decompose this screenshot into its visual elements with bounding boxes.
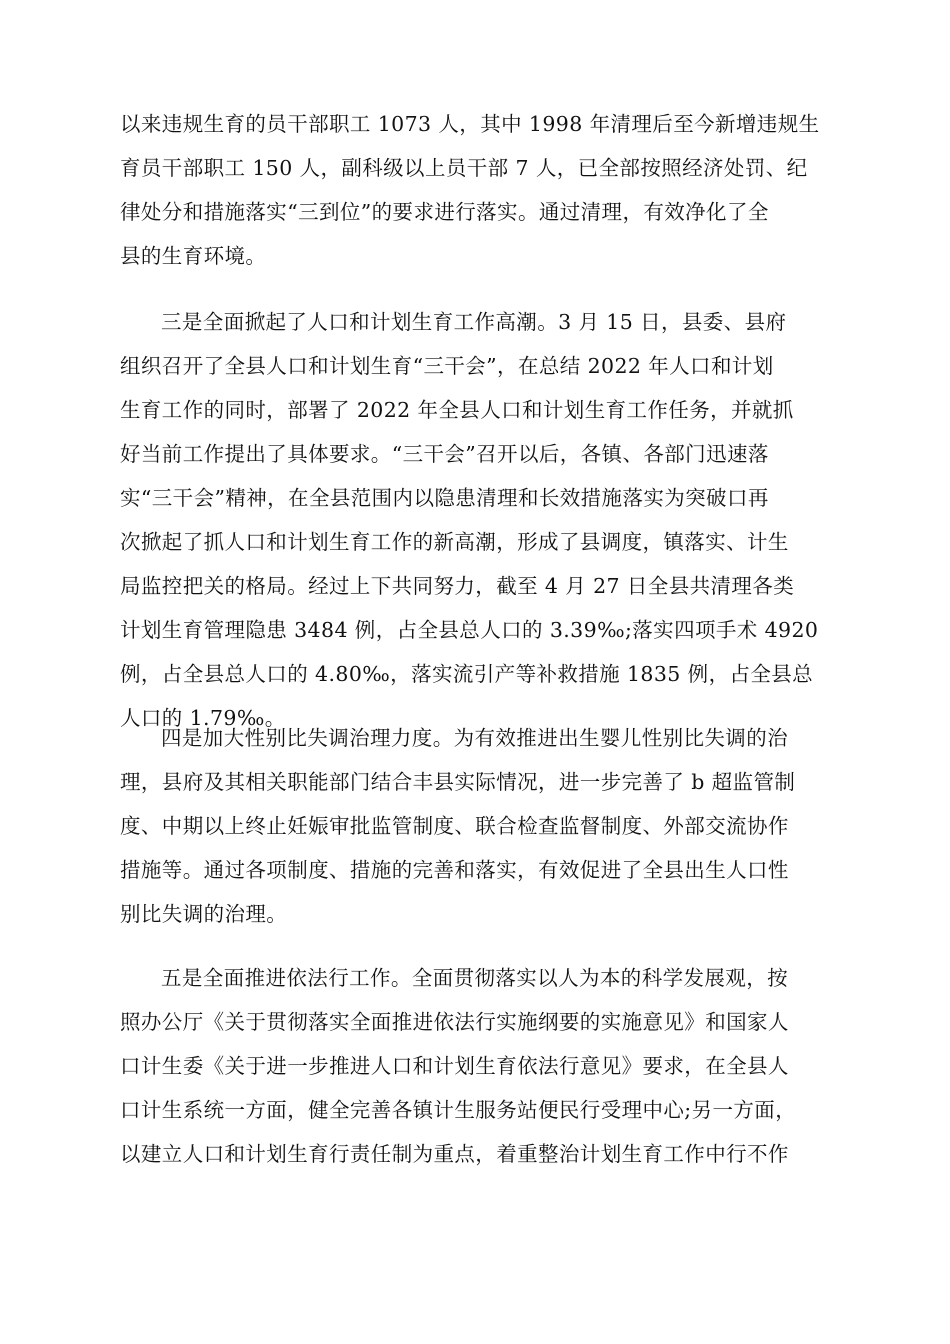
text-line: 别比失调的治理。 xyxy=(120,902,288,926)
text-line: 度、中期以上终止妊娠审批监管制度、联合检查监督制度、外部交流协作 xyxy=(120,814,789,838)
text-line: 计划生育管理隐患 3484 例，占全县总人口的 3.39‰;落实四项手术 4920 xyxy=(120,618,819,642)
paragraph-3 xyxy=(120,716,840,936)
text-line: 育员干部职工 150 人，副科级以上员干部 7 人，已全部按照经济处罚、纪 xyxy=(120,156,808,180)
text-line: 三是全面掀起了人口和计划生育工作高潮。3 月 15 日，县委、县府 xyxy=(161,310,787,334)
text-line: 口计生系统一方面，健全完善各镇计生服务站便民行受理中心;另一方面， xyxy=(120,1098,797,1122)
text-line: 例，占全县总人口的 4.80‰，落实流引产等补救措施 1835 例，占全县总 xyxy=(120,662,814,686)
text-line: 理，县府及其相关职能部门结合丰县实际情况，进一步完善了 b 超监管制 xyxy=(120,770,796,794)
text-line: 组织召开了全县人口和计划生育“三干会”，在总结 2022 年人口和计划 xyxy=(120,354,774,378)
paragraph-2 xyxy=(120,300,840,740)
text-line: 五是全面推进依法行工作。全面贯彻落实以人为本的科学发展观，按 xyxy=(161,966,788,990)
text-line: 局监控把关的格局。经过上下共同努力，截至 4 月 27 日全县共清理各类 xyxy=(120,574,795,598)
text-line: 生育工作的同时，部署了 2022 年全县人口和计划生育工作任务，并就抓 xyxy=(120,398,794,422)
text-line: 好当前工作提出了具体要求。“三干会”召开以后，各镇、各部门迅速落 xyxy=(120,442,769,466)
text-line: 实“三干会”精神，在全县范围内以隐患清理和长效措施落实为突破口再 xyxy=(120,486,769,510)
text-line: 四是加大性别比失调治理力度。为有效推进出生婴儿性别比失调的治 xyxy=(161,726,788,750)
text-line: 次掀起了抓人口和计划生育工作的新高潮，形成了县调度，镇落实、计生 xyxy=(120,530,789,554)
text-line: 措施等。通过各项制度、措施的完善和落实，有效促进了全县出生人口性 xyxy=(120,858,789,882)
text-line: 口计生委《关于进一步推进人口和计划生育依法行意见》要求，在全县人 xyxy=(120,1054,789,1078)
text-line: 人口的 1.79‰。 xyxy=(120,706,286,730)
text-line: 以建立人口和计划生育行责任制为重点，着重整治计划生育工作中行不作 xyxy=(120,1142,789,1166)
text-line: 照办公厅《关于贯彻落实全面推进依法行实施纲要的实施意见》和国家人 xyxy=(120,1010,789,1034)
text-line: 县的生育环境。 xyxy=(120,244,267,268)
text-line: 以来违规生育的员干部职工 1073 人，其中 1998 年清理后至今新增违规生 xyxy=(120,112,820,136)
paragraph-4 xyxy=(120,956,840,1176)
paragraph-1 xyxy=(120,102,840,278)
text-line: 律处分和措施落实“三到位”的要求进行落实。通过清理，有效净化了全 xyxy=(120,200,769,224)
